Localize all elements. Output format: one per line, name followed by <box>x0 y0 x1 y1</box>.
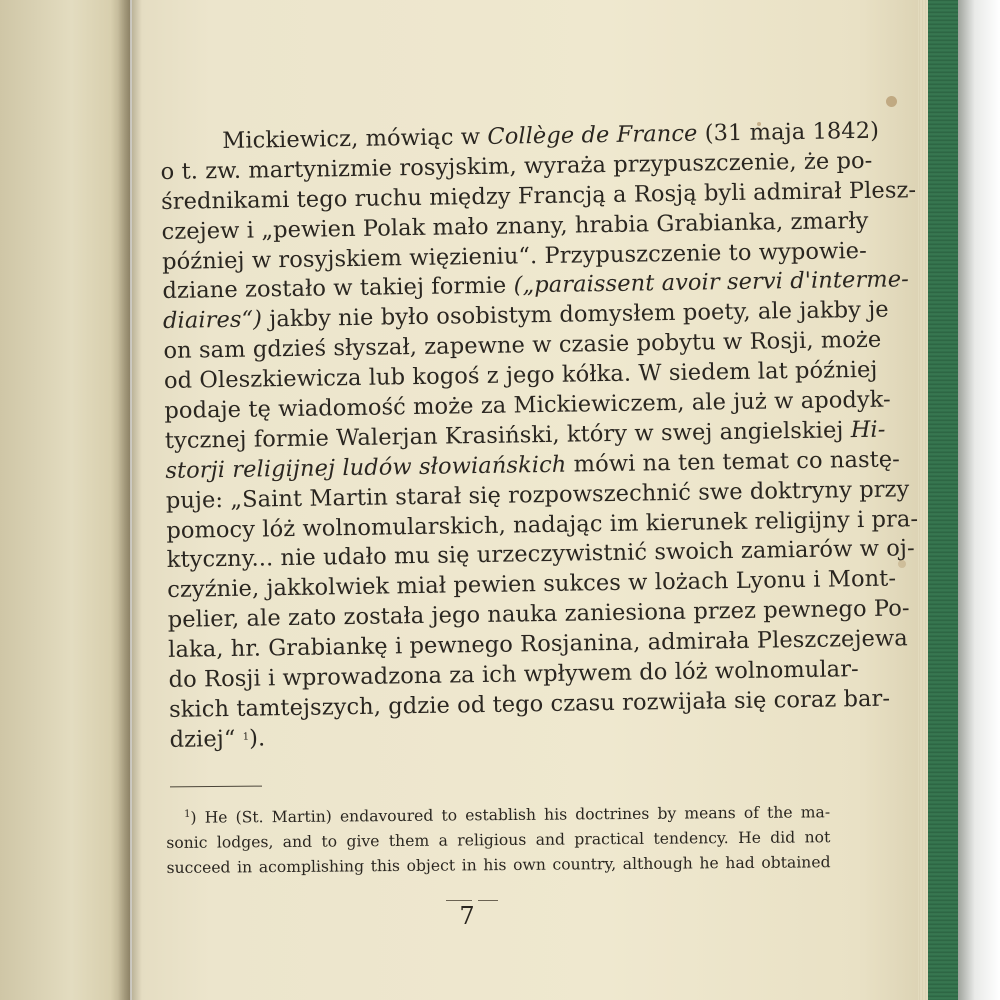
text-line: puje: „Saint Martin starał się rozpowszechnić swe doktryny przy <box>165 475 910 514</box>
text-line: później w rosyjskiem więzieniu“. Przypuszczenie to wypowie- <box>161 237 868 275</box>
text-line: do Rosji i wprowadzona za ich wpływem do lóż wolnomular- <box>168 656 859 693</box>
footnote-marker: 1 <box>242 731 250 743</box>
text-line: laka, hr. Grabiankę i pewnego Rosjanina, admirała Pleszczejewa <box>167 625 909 664</box>
footnote-number: 1 <box>184 808 191 820</box>
book-gutter <box>118 0 142 1000</box>
page-number-rule <box>478 900 498 901</box>
footnote-line: sonic lodges, and to give them a religious and practical tendency. He did not <box>166 828 831 852</box>
cover-shadow <box>958 0 1000 1000</box>
body-text <box>160 117 919 755</box>
text-line: dziane zostało w takiej formie („paraissent avoir servi d'interme- <box>162 266 910 305</box>
foxing-spot <box>886 96 897 107</box>
text-line: dziej“ $^1$). <box>169 725 266 753</box>
footnote-line: $^1$) He (St. Martin) endavoured to establish his doctrines by means of the ma- <box>184 803 831 827</box>
footnote <box>166 800 831 881</box>
text-line: tycznej formie Walerjan Krasiński, który w swej angielskiej Hi- <box>164 416 886 454</box>
text-line: storji religijnej ludów słowiańskich mówi na ten temat co nastę- <box>165 446 901 484</box>
text-line: od Oleszkiewicza lub kogoś z jego kółka. W siedem lat później <box>163 356 878 395</box>
text-line: podaje tę wiadomość może za Mickiewiczem, ale już w apodyk- <box>164 386 891 424</box>
text-line: diaires“) jakby nie było osobistym domysłem poety, ale jakby je <box>162 296 889 335</box>
text-line: on sam gdzieś słyszał, zapewne w czasie pobytu w Rosji, może <box>163 326 882 365</box>
text-line: czejew i „pewien Polak mało znany, hrabia Grabianka, zmarły <box>161 207 869 245</box>
text-line: czyźnie, jakkolwiek miał pewien sukces w lożach Lyonu i Mont- <box>167 565 897 604</box>
text-line: pomocy lóż wolnomularskich, nadając im kierunek religijny i pra- <box>166 505 919 544</box>
text-line: skich tamtejszych, gdzie od tego czasu rozwijała się coraz bar- <box>168 685 891 723</box>
left-page <box>0 0 130 1000</box>
footnote-line: succeed in acomplishing this object in his own country, although he had obtained <box>166 853 831 877</box>
text-line: pelier, ale zato została jego nauka zaniesiona przez pewnego Po- <box>167 595 910 634</box>
page-number: 7 <box>459 902 475 930</box>
green-cloth-cover <box>928 0 958 1000</box>
text-line: średnikami tego ruchu między Francją a Rosją byli admirał Plesz- <box>160 176 917 215</box>
text-line: o t. zw. martynizmie rosyjskim, wyraża przypuszczenie, że po- <box>160 147 873 185</box>
text-line: Mickiewicz, mówiąc w Collège de France (31 maja 1842) <box>222 117 880 155</box>
text-line: ktyczny... nie udało mu się urzeczywistnić swoich zamiarów w oj- <box>166 535 915 574</box>
page-number-rule <box>446 900 472 901</box>
